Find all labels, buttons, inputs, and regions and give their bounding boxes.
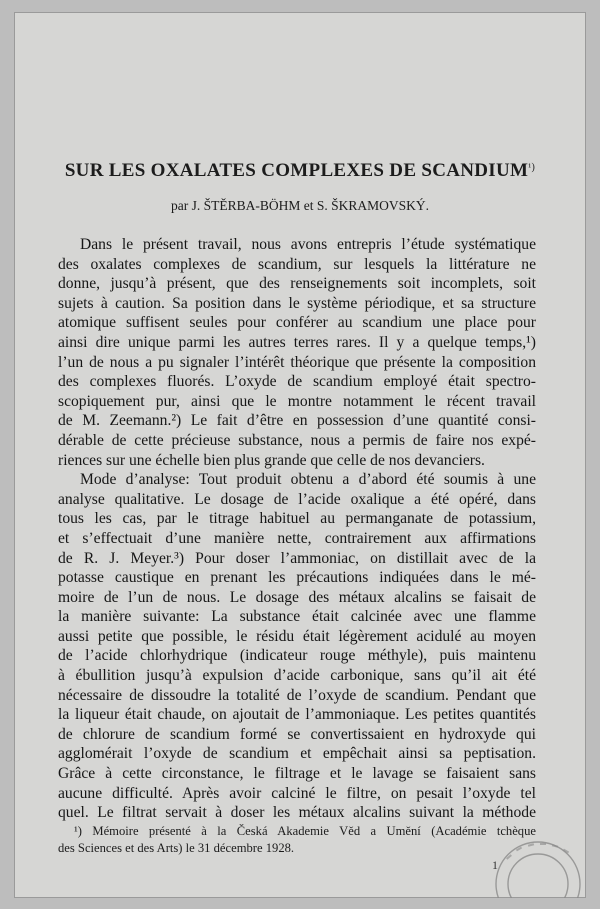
- body-line: ainsi dire unique parmi les autres terres rares. Il y a quelque temps,¹): [58, 333, 536, 351]
- body-line: aucune difficulté. Après avoir calciné le filtre, on pesait l’oxyde tel: [58, 784, 536, 802]
- body-line: la liqueur était chaude, on ajoutait de l’ammoniaque. Les petites quantités: [58, 706, 536, 724]
- body-line: de R. J. Meyer.³) Pour doser l’ammoniac, on distillait avec de la: [58, 549, 536, 567]
- body-line: Grâce à cette circonstance, le filtrage et le lavage se faisaient sans: [58, 765, 536, 783]
- article-authors: par J. ŠTĚRBA-BÖHM et S. ŠKRAMOVSKÝ.: [170, 198, 430, 213]
- body-line: potasse caustique en prenant les précautions indiquées dans le mé-: [58, 569, 536, 587]
- body-line: agglomérait l’oxyde de scandium et empêchait ainsi sa peptisation.: [58, 745, 536, 763]
- body-line: de M. Zeemann.²) Le fait d’être en possession d’une quantité consi-: [58, 412, 536, 430]
- body-line: scopiquement pur, ainsi que le montre notamment le récent travail: [58, 392, 536, 410]
- body-line: riences sur une échelle bien plus grande que celle de nos devanciers.: [58, 451, 485, 469]
- body-line: moire de l’un de nous. Le dosage des métaux alcalins se faisait de: [58, 588, 536, 606]
- body-line: atomique suffisent seules pour conférer au scandium une place pour: [58, 314, 536, 332]
- body-line: aussi petite que possible, le résidu était légèrement acidulé au moyen: [58, 627, 536, 645]
- article-title-text: SUR LES OXALATES COMPLEXES DE SCANDIUM: [64, 160, 529, 181]
- footnotes: [58, 823, 536, 857]
- article-title: [0, 160, 600, 182]
- body-line: Dans le présent travail, nous avons entrepris l’étude systématique: [80, 236, 536, 253]
- body-line: quel. Le filtrat servait à doser les métaux alcalins suivant la méthode: [58, 804, 536, 822]
- body-line: dérable de cette précieuse substance, nous a permis de faire nos expé-: [58, 431, 536, 449]
- body-line: des complexes fluorés. L’oxyde de scandium employé était spectro-: [58, 373, 536, 391]
- body-line: nécessaire de dissoudre la totalité de l’oxyde de scandium. Pendant que: [58, 686, 536, 704]
- body-line: des oxalates complexes de scandium, sur lesquels la littérature ne: [58, 255, 536, 273]
- body-line: et s’effectuait d’une manière nette, contrairement aux affirmations: [58, 529, 536, 547]
- body-line: donne, jusqu’à présent, que des renseignements soit incomplets, soit: [58, 275, 536, 293]
- title-footnote-marker: ¹): [528, 162, 536, 173]
- body-line: de chlorure de scandium formé se convertissaient en hydroxyde qui: [58, 725, 536, 743]
- body-line: Mode d’analyse: Tout produit obtenu a d’abord été soumis à une: [80, 471, 536, 489]
- body-line: la manière suivante: La substance était calcinée avec une flamme: [58, 608, 536, 626]
- body-line: à ébullition jusqu’à expulsion d’acide carbonique, sans qu’il ait été: [58, 667, 536, 685]
- body-line: sujets à caution. Sa position dans le système périodique, et sa structure: [58, 294, 536, 312]
- article-body: [58, 235, 536, 823]
- footnote-line: ¹) Mémoire présenté à la Česká Akademie Věd a Umění (Académie tchèque: [74, 824, 536, 838]
- body-line: l’un de nous a pu signaler l’intérêt théorique que présente la composition: [58, 353, 536, 371]
- footnote-line: des Sciences et des Arts) le 31 décembre 1928.: [58, 841, 295, 855]
- page-number: 1: [492, 858, 498, 872]
- body-line: analyse qualitative. Le dosage de l’acide oxalique a été opéré, dans: [58, 490, 536, 508]
- body-line: de l’acide chlorhydrique (indicateur rouge méthyle), puis maintenu: [58, 647, 536, 665]
- body-line: tous les cas, par le titrage habituel au permanganate de potassium,: [58, 510, 536, 528]
